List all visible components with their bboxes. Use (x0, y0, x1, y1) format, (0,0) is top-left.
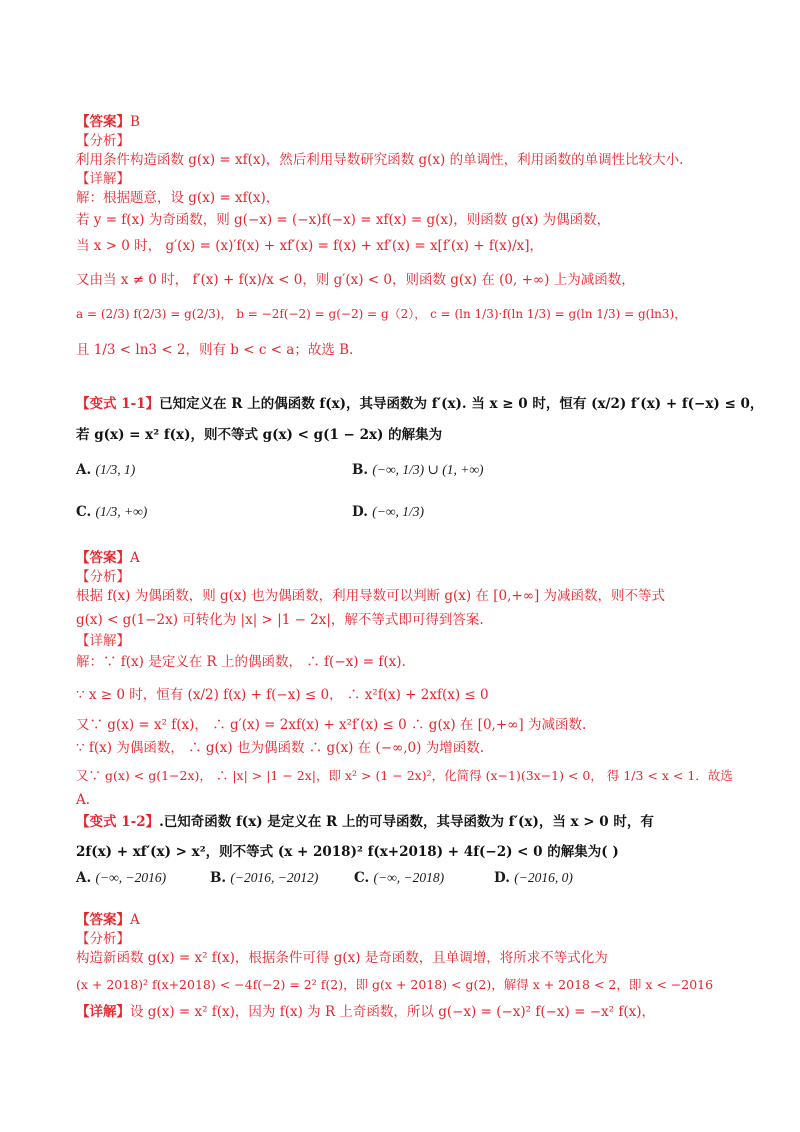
detail-line: 解：根据题意，设 g(x) = xf(x)， (76, 190, 280, 206)
option-b: B. (−2016, −2012) (210, 870, 319, 886)
detail-line: 又∵ g(x) < g(1−2x)， ∴ |x| > |1 − 2x|，即 x² > (1 − 2x)²，化简得 (x−1)(3x−1) < 0， 得 1/3 < x < 1．故选 (76, 768, 733, 783)
option-a: A. (1/3, 1) (76, 462, 136, 478)
detail-line: 又由当 x ≠ 0 时， f′(x) + f(x)/x < 0，则 g′(x) < 0，则函数 g(x) 在 (0, +∞) 上为减函数， (76, 272, 635, 288)
detail-line: ∵ x ≥ 0 时，恒有 (x/2) f(x) + f(−x) ≤ 0， ∴ x²f(x) + 2xf(x) ≤ 0 (76, 687, 489, 703)
answer-line-3: 【答案】A (76, 912, 140, 928)
analysis-text-1: 利用条件构造函数 g(x) = xf(x)，然后利用导数研究函数 g(x) 的单调性，利用函数的单调性比较大小. (76, 152, 684, 168)
variant-1-1-stem: 【变式 1-1】已知定义在 R 上的偶函数 f(x)，其导函数为 f′(x). 当 x ≥ 0 时，恒有 (x/2) f′(x) + f(−x) ≤ 0， (76, 396, 764, 412)
analysis-text-3a: 构造新函数 g(x) = x² f(x)，根据条件可得 g(x) 是奇函数，且单调增，将所求不等式化为 (76, 950, 608, 966)
detail-label-1: 【详解】 (76, 171, 130, 187)
analysis-label-3: 【分析】 (76, 931, 130, 947)
detail-line: a = (2/3) f(2/3) = g(2/3)， b = −2f(−2) = g(−2) = g（2）， c = (ln 1/3)·f(ln 1/3) = g(ln 1/3) = g(ln3)， (76, 307, 687, 321)
answer-label: 【答案】 (76, 114, 130, 130)
analysis-text-3b: (x + 2018)² f(x+2018) < −4f(−2) = 2² f(2)，即 g(x + 2018) < g(2)，解得 x + 2018 < 2，即 x < −2016 (76, 977, 714, 992)
detail-line-3: 【详解】设 g(x) = x² f(x)，因为 f(x) 为 R 上奇函数，所以 g(−x) = (−x)² f(−x) = −x² f(x)， (76, 1004, 655, 1020)
option-a: A. (−∞, −2016) (76, 870, 167, 886)
detail-line: 且 1/3 < ln3 < 2，则有 b < c < a；故选 B. (76, 342, 354, 358)
analysis-text-2b: g(x) < g(1−2x) 可转化为 |x| > |1 − 2x|，解不等式即可得到答案. (76, 612, 484, 628)
variant-tag: 【变式 1-1】 (76, 396, 160, 412)
option-c: C. (1/3, +∞) (76, 504, 148, 520)
option-d: D. (−∞, 1/3) (352, 504, 424, 520)
analysis-text-2a: 根据 f(x) 为偶函数，则 g(x) 也为偶函数，利用导数可以判断 g(x) 在 [0,+∞] 为减函数，则不等式 (76, 588, 666, 604)
detail-line: 解：∵ f(x) 是定义在 R 上的偶函数， ∴ f(−x) = f(x). (76, 654, 406, 670)
detail-line: 又∵ g(x) = x² f(x)， ∴ g′(x) = 2xf(x) + x²f′(x) ≤ 0 ∴ g(x) 在 [0,+∞] 为减函数. (76, 717, 587, 733)
answer-line-1 (76, 112, 740, 132)
analysis-label-1: 【分析】 (76, 133, 130, 149)
detail-line: 当 x > 0 时， g′(x) = (x)′f(x) + xf′(x) = f(x) + xf′(x) = x[f′(x) + f(x)/x]， (76, 238, 543, 254)
option-c: C. (−∞, −2018) (354, 870, 445, 886)
analysis-label-2: 【分析】 (76, 569, 130, 585)
option-b: B. (−∞, 1/3) ∪ (1, +∞) (352, 462, 484, 478)
detail-line: A. (76, 792, 91, 808)
answer-line-2: 【答案】A (76, 550, 140, 566)
answer-value: B (130, 114, 140, 130)
variant-1-1-stem-2: 若 g(x) = x² f(x)，则不等式 g(x) < g(1 − 2x) 的解集为 (76, 427, 443, 443)
detail-line: ∵ f(x) 为偶函数， ∴ g(x) 也为偶函数 ∴ g(x) 在 (−∞,0) 为增函数. (76, 740, 484, 756)
variant-1-2-stem-2: 2f(x) + xf′(x) > x²，则不等式 (x + 2018)² f(x+2018) + 4f(−2) < 0 的解集为( ) (76, 844, 619, 860)
detail-line: 若 y = f(x) 为奇函数，则 g(−x) = (−x)f(−x) = xf(x) = g(x)，则函数 g(x) 为偶函数， (76, 212, 611, 228)
variant-1-2-stem: 【变式 1-2】.已知奇函数 f(x) 是定义在 R 上的可导函数，其导函数为 f′(x)，当 x > 0 时，有 (76, 814, 654, 830)
option-d: D. (−2016, 0) (494, 870, 573, 886)
detail-label-2: 【详解】 (76, 633, 130, 649)
